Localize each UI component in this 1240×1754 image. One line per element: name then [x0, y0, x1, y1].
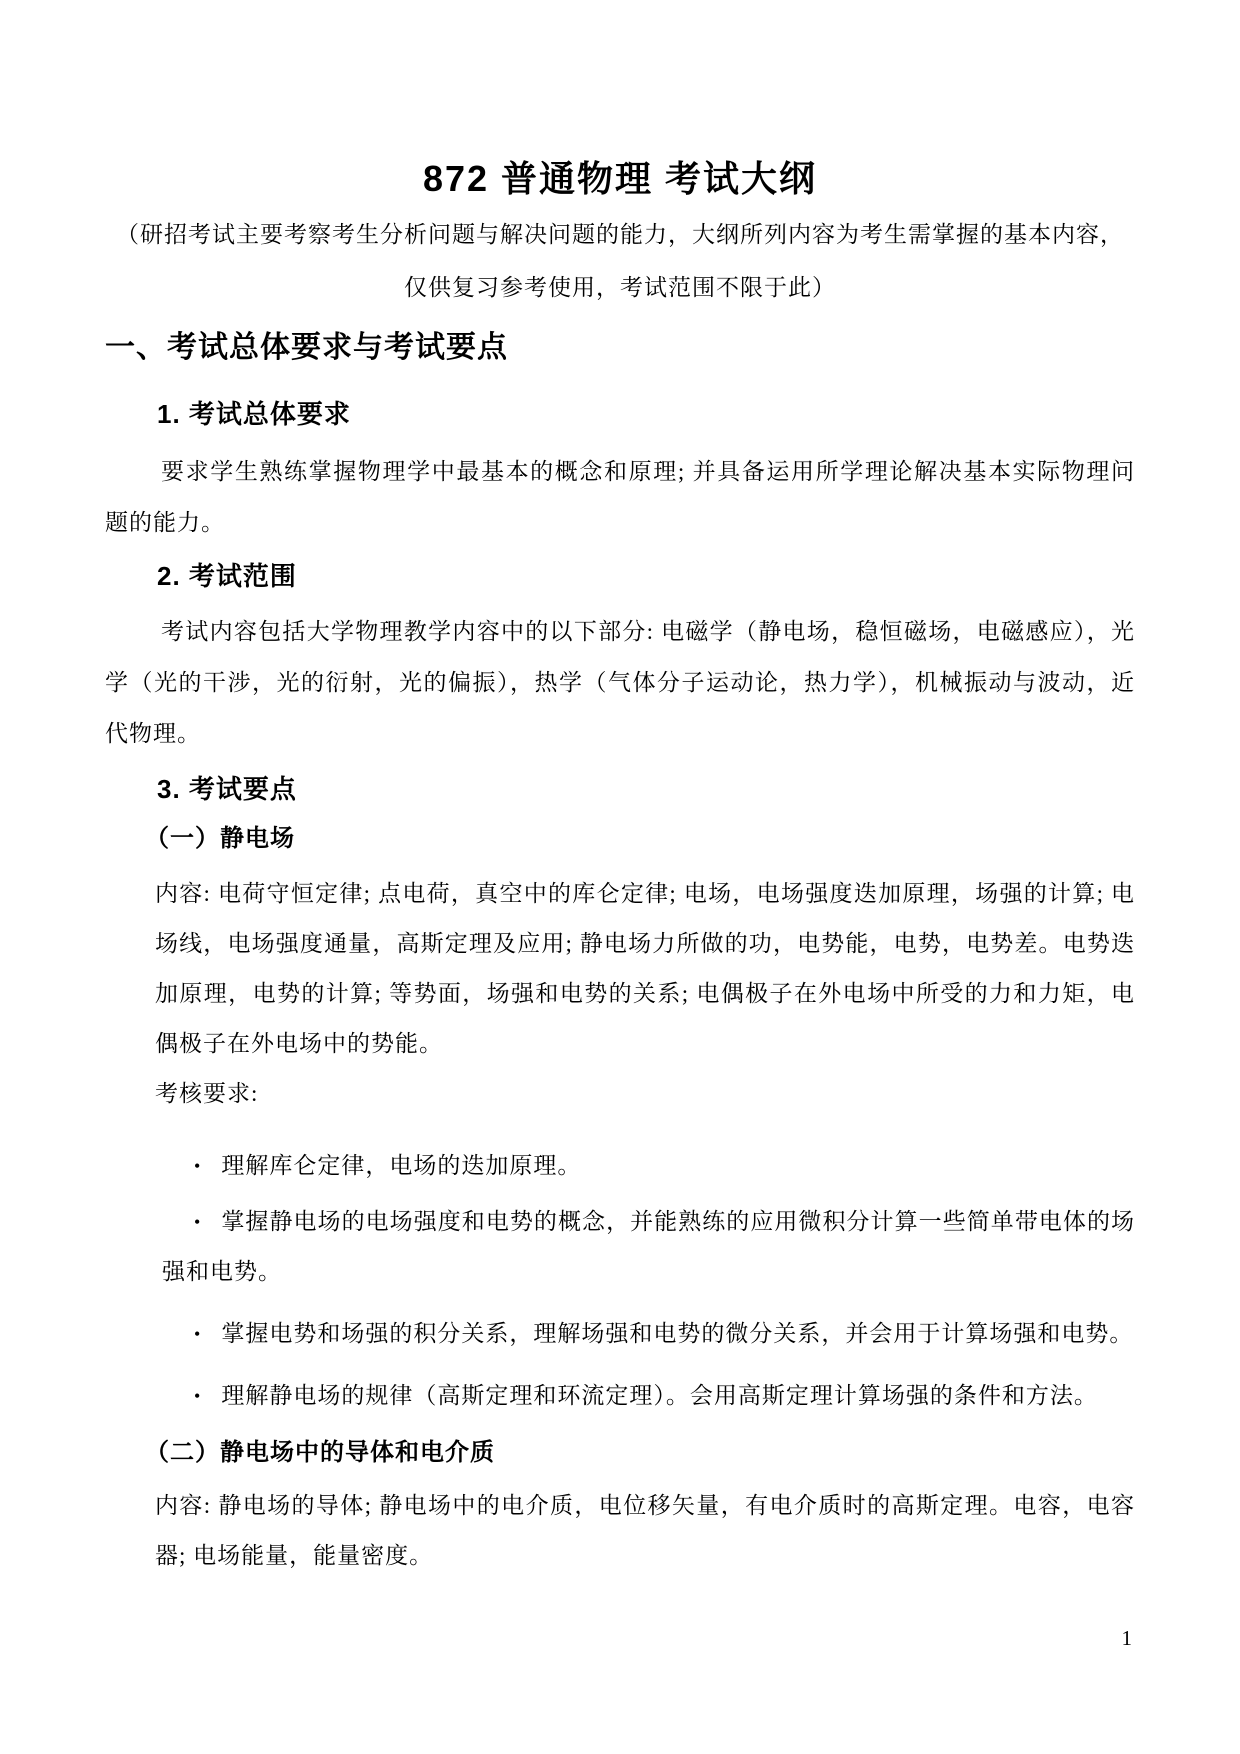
subsection-3-title: 3. 考试要点	[157, 774, 297, 804]
bullet-icon: •	[194, 1212, 202, 1232]
requirement-text: 掌握电势和场强的积分关系，理解场强和电势的微分关系，并会用于计算场强和电势。	[221, 1321, 1134, 1346]
doc-title: 872 普通物理 考试大纲	[422, 158, 818, 199]
subsection-1-title: 1. 考试总体要求	[157, 399, 351, 429]
assessment-requirements-label: 考核要求:	[155, 1081, 259, 1106]
requirement-item	[162, 1309, 1135, 1359]
subsection-2-title: 2. 考试范围	[157, 561, 297, 591]
topic-1-heading: （一）静电场	[145, 825, 295, 852]
requirement-item	[162, 1141, 1135, 1191]
topic-2-content: 内容: 静电场的导体; 静电场中的电介质，电位移矢量，有电介质时的高斯定理。电容，电容器; 电场能量，能量密度。	[155, 1493, 1135, 1568]
section-1-heading: 一、考试总体要求与考试要点	[105, 331, 508, 364]
requirement-text: 理解静电场的规律（高斯定理和环流定理）。会用高斯定理计算场强的条件和方法。	[221, 1383, 1098, 1408]
bullet-icon: •	[194, 1386, 202, 1406]
topic-2-heading: （二）静电场中的导体和电介质	[145, 1439, 495, 1466]
requirement-item	[162, 1371, 1135, 1421]
requirement-text: 理解库仑定律，电场的迭加原理。	[221, 1153, 582, 1178]
topic-1-content: 内容: 电荷守恒定律; 点电荷，真空中的库仑定律; 电场，电场强度迭加原理，场强的计算; 电场线，电场强度通量，高斯定理及应用; 静电场力所做的功，电势能，电势，电势差。电势迭加原理，电势的计算; 等势面，场强和电势的关系; 电偶极子在外电场中所受的力和力矩，电偶极子在外电场中的势能。	[155, 881, 1135, 1056]
requirement-text: 掌握静电场的电场强度和电势的概念，并能熟练的应用微积分计算一些简单带电体的场强和电势。	[162, 1209, 1135, 1284]
bullet-icon: •	[194, 1324, 202, 1344]
requirement-item	[162, 1197, 1135, 1297]
bullet-icon: •	[194, 1156, 202, 1176]
page-number: 1	[1121, 1626, 1132, 1650]
intro-note: （研招考试主要考察考生分析问题与解决问题的能力，大纲所列内容为考生需掌握的基本内容，仅供复习参考使用，考试范围不限于此）	[116, 222, 1124, 300]
subsection-2-body: 考试内容包括大学物理教学内容中的以下部分: 电磁学（静电场，稳恒磁场，电磁感应），光学（光的干涉，光的衍射，光的偏振），热学（气体分子运动论，热力学），机械振动与波动，近代物理。	[105, 619, 1135, 746]
subsection-1-body: 要求学生熟练掌握物理学中最基本的概念和原理; 并具备运用所学理论解决基本实际物理问题的能力。	[105, 459, 1135, 535]
